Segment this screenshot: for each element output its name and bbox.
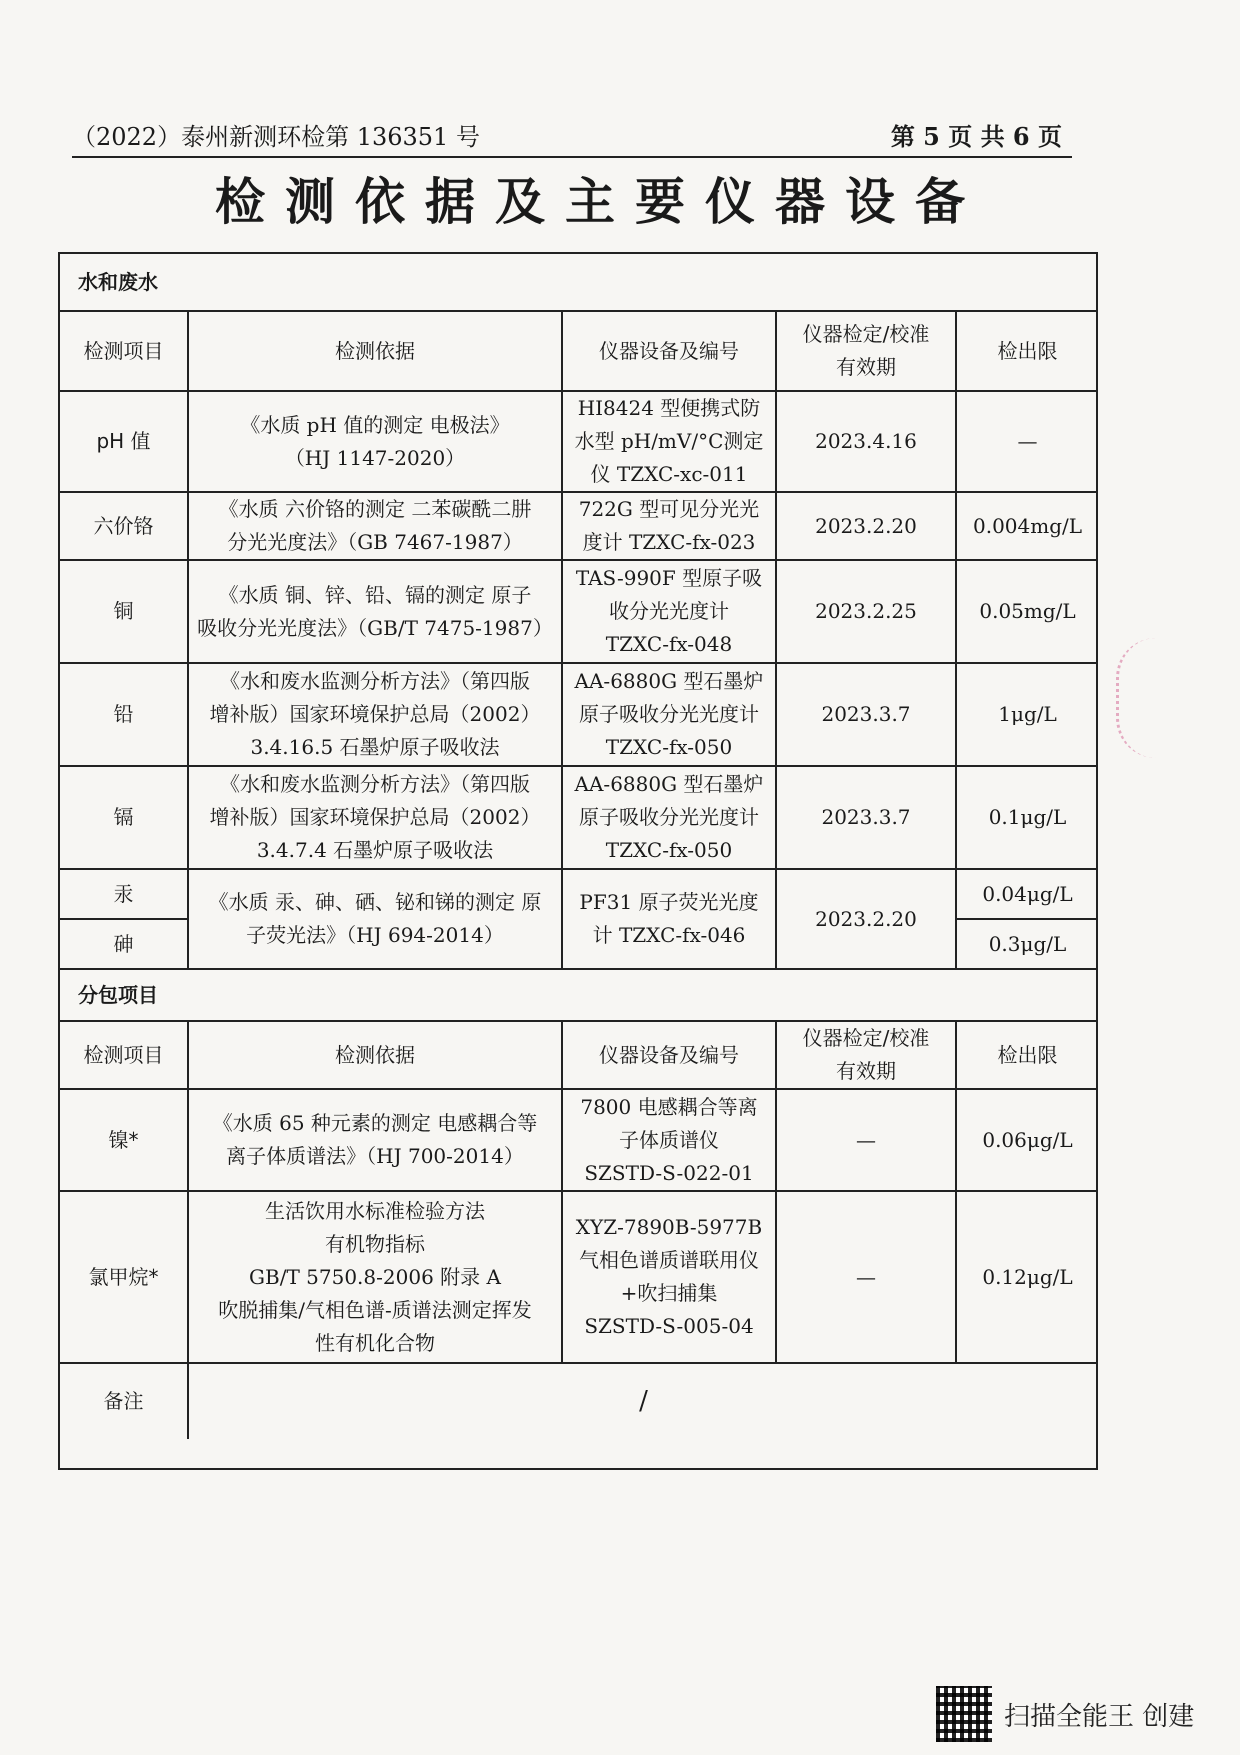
row-instrument: HI8424 型便携式防 水型 pH/mV/°C测定 仪 TZXC-xc-011 xyxy=(562,391,776,492)
col-validity-header: 仪器检定/校准 有效期 xyxy=(776,311,956,391)
table-row xyxy=(60,492,1098,560)
seal-stamp-fragment xyxy=(1116,638,1169,758)
remarks-value: / xyxy=(188,1363,1098,1439)
row-limit: 0.004mg/L xyxy=(956,492,1098,560)
row-limit-arsenic: 0.3μg/L xyxy=(956,919,1098,969)
report-number: （2022）泰州新测环检第 136351 号 xyxy=(72,123,480,151)
col-limit-header: 检出限 xyxy=(956,311,1098,391)
row-basis: 《水质 铜、锌、铅、镉的测定 原子 吸收分光光度法》（GB/T 7475-1987） xyxy=(188,560,562,663)
report-header xyxy=(72,116,1072,158)
row-limit: 0.06μg/L xyxy=(956,1089,1098,1191)
section-sub-label: 分包项目 xyxy=(60,969,1098,1021)
row-instrument: 7800 电感耦合等离 子体质谱仪 SZSTD-S-022-01 xyxy=(562,1089,776,1191)
row-item: 镍* xyxy=(60,1089,188,1191)
row-item: pH 值 xyxy=(60,391,188,492)
col-instrument-header: 仪器设备及编号 xyxy=(562,311,776,391)
main-table-frame xyxy=(58,252,1098,1470)
row-limit-mercury: 0.04μg/L xyxy=(956,869,1098,919)
row-basis: 《水和废水监测分析方法》（第四版 增补版）国家环境保护总局（2002） 3.4.7.4 石墨炉原子吸收法 xyxy=(188,766,562,869)
row-item-arsenic: 砷 xyxy=(60,919,188,969)
row-basis: 《水质 六价铬的测定 二苯碳酰二肼 分光光度法》（GB 7467-1987） xyxy=(188,492,562,560)
section-sub-header xyxy=(60,969,1098,1021)
row-validity: 2023.2.25 xyxy=(776,560,956,663)
row-instrument: AA-6880G 型石墨炉 原子吸收分光光度计 TZXC-fx-050 xyxy=(562,663,776,766)
row-validity: 2023.2.20 xyxy=(776,492,956,560)
row-instrument: AA-6880G 型石墨炉 原子吸收分光光度计 TZXC-fx-050 xyxy=(562,766,776,869)
row-validity: 2023.3.7 xyxy=(776,766,956,869)
row-basis: 《水和废水监测分析方法》（第四版 增补版）国家环境保护总局（2002） 3.4.16.5 石墨炉原子吸收法 xyxy=(188,663,562,766)
row-instrument: TAS-990F 型原子吸 收分光光度计 TZXC-fx-048 xyxy=(562,560,776,663)
section-water-label: 水和废水 xyxy=(60,254,1098,311)
page-title: 检测依据及主要仪器设备 xyxy=(215,173,985,231)
table-row xyxy=(60,1089,1098,1191)
row-item: 铅 xyxy=(60,663,188,766)
col-item-header: 检测项目 xyxy=(60,1021,188,1089)
row-validity: — xyxy=(776,1089,956,1191)
row-validity: 2023.3.7 xyxy=(776,663,956,766)
col-limit-header: 检出限 xyxy=(956,1021,1098,1089)
col-basis-header: 检测依据 xyxy=(188,1021,562,1089)
col-instrument-header: 仪器设备及编号 xyxy=(562,1021,776,1089)
row-instrument: XYZ-7890B-5977B 气相色谱质谱联用仪 +吹扫捕集 SZSTD-S-005-04 xyxy=(562,1191,776,1363)
table-row xyxy=(60,766,1098,869)
qr-code-icon xyxy=(936,1686,992,1742)
table-row xyxy=(60,1191,1098,1363)
remarks-label: 备注 xyxy=(60,1363,188,1439)
row-item: 氯甲烷* xyxy=(60,1191,188,1363)
col-item-header: 检测项目 xyxy=(60,311,188,391)
row-limit: 0.05mg/L xyxy=(956,560,1098,663)
row-instrument: 722G 型可见分光光 度计 TZXC-fx-023 xyxy=(562,492,776,560)
row-item: 铜 xyxy=(60,560,188,663)
row-limit: — xyxy=(956,391,1098,492)
row-validity: 2023.4.16 xyxy=(776,391,956,492)
col-basis-header: 检测依据 xyxy=(188,311,562,391)
row-limit: 0.1μg/L xyxy=(956,766,1098,869)
page-number: 第 5 页 共 6 页 xyxy=(890,122,1062,151)
row-item: 镉 xyxy=(60,766,188,869)
row-item: 六价铬 xyxy=(60,492,188,560)
table-header-row xyxy=(60,1021,1098,1089)
row-validity: 2023.2.20 xyxy=(776,869,956,969)
row-basis: 生活饮用水标准检验方法 有机物指标 GB/T 5750.8-2006 附录 A 吹脱捕集/气相色谱-质谱法测定挥发 性有机化合物 xyxy=(188,1191,562,1363)
row-basis: 《水质 pH 值的测定 电极法》 （HJ 1147-2020） xyxy=(188,391,562,492)
remarks-row xyxy=(60,1363,1098,1439)
table-row xyxy=(60,391,1098,492)
row-basis: 《水质 汞、砷、硒、铋和锑的测定 原 子荧光法》（HJ 694-2014） xyxy=(188,869,562,969)
row-validity: — xyxy=(776,1191,956,1363)
table-row xyxy=(60,560,1098,663)
water-table xyxy=(60,254,1098,1439)
row-limit: 0.12μg/L xyxy=(956,1191,1098,1363)
row-item-mercury: 汞 xyxy=(60,869,188,919)
section-water-header xyxy=(60,254,1098,311)
watermark-text: 扫描全能王 创建 xyxy=(1004,1702,1195,1732)
row-limit: 1μg/L xyxy=(956,663,1098,766)
row-instrument: PF31 原子荧光光度 计 TZXC-fx-046 xyxy=(562,869,776,969)
scanner-watermark xyxy=(936,1686,1226,1742)
table-row xyxy=(60,869,1098,919)
col-validity-header: 仪器检定/校准 有效期 xyxy=(776,1021,956,1089)
table-header-row xyxy=(60,311,1098,391)
row-basis: 《水质 65 种元素的测定 电感耦合等 离子体质谱法》（HJ 700-2014） xyxy=(188,1089,562,1191)
table-row xyxy=(60,663,1098,766)
